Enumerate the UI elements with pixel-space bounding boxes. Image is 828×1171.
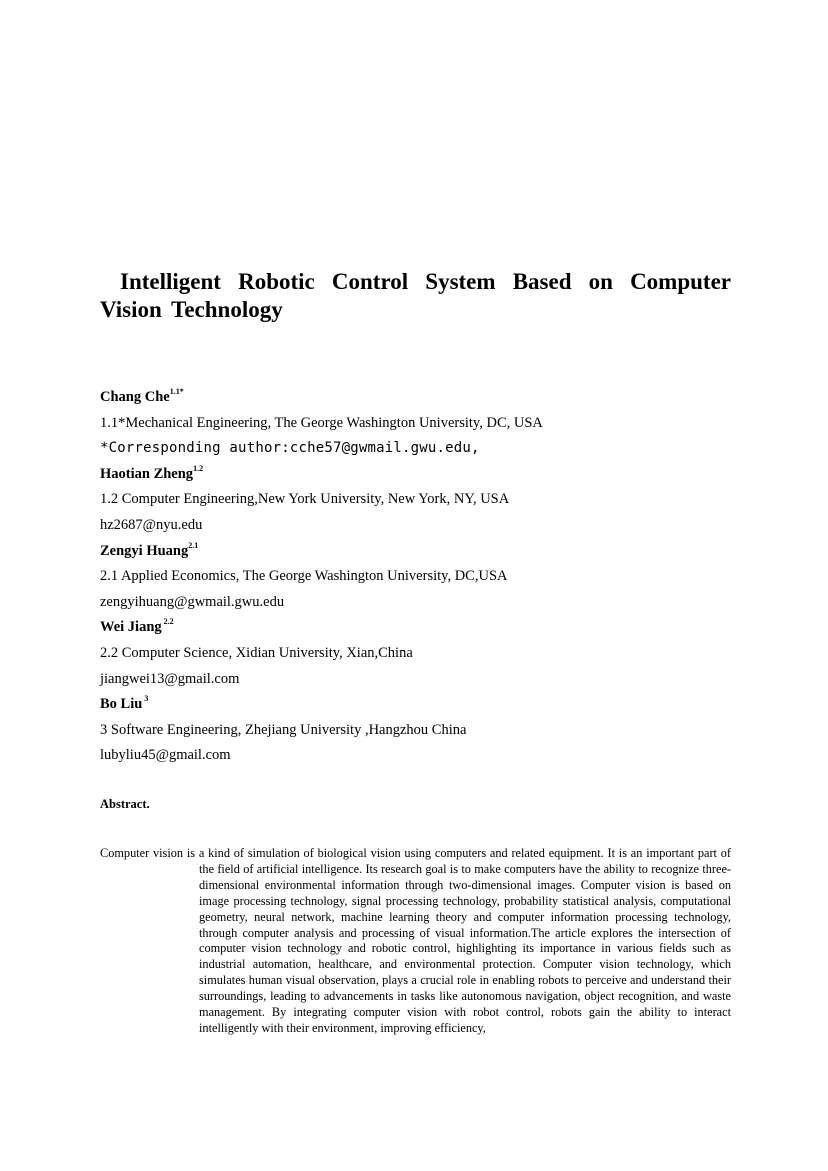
author-block <box>100 385 740 769</box>
abstract-body <box>100 846 731 1037</box>
author-affiliation: 1.1*Mechanical Engineering, The George Washington University, DC, USA <box>100 414 543 431</box>
author-name: Haotian Zheng$^{1.2}$ <box>100 463 204 482</box>
author-name: Zengyi Huang$^{2.1}$ <box>100 540 199 559</box>
author-superscript: 1.2 <box>193 463 204 473</box>
author-email: hz2687@nyu.edu <box>100 516 203 533</box>
author-name: Wei Jiang $^{2.2}$ <box>100 617 174 636</box>
author-email: lubyliu45@gmail.com <box>100 747 231 764</box>
abstract-heading: Abstract. <box>100 797 150 811</box>
author-affiliation: 3 Software Engineering, Zhejiang University ,Hangzhou China <box>100 721 467 738</box>
author-superscript: 1.1* <box>169 387 184 396</box>
author-email: *Corresponding author:cche57@gwmail.gwu.edu, <box>100 440 480 457</box>
author-affiliation: 1.2 Computer Engineering,New York University, New York, NY, USA <box>100 491 510 508</box>
author-name: Chang Che$^{1.1*}$ <box>100 387 184 405</box>
author-name: Bo Liu $^3$ <box>100 694 149 713</box>
author-affiliation: 2.1 Applied Economics, The George Washington University, DC,USA <box>100 568 508 585</box>
author-email: jiangwei13@gmail.com <box>100 670 240 687</box>
author-email: zengyihuang@gwmail.gwu.edu <box>100 593 285 610</box>
author-superscript: 3 <box>142 694 149 704</box>
author-affiliation: 2.2 Computer Science, Xidian University, Xian,China <box>100 644 413 661</box>
paper-title: Intelligent Robotic Control System Based on Computer Vision Technology <box>100 269 731 322</box>
author-superscript: 2.1 <box>188 540 199 550</box>
author-superscript: 2.2 <box>161 617 174 627</box>
abstract-paragraph: Computer vision is a kind of simulation of biological vision using computers and related equipment. It is an important part of the field of artificial intelligence. Its research goal is to make computers have the ability to recognize three-dimensional environmental information through two-dimensional images. Computer vision is based on image processing technology, signal processing technology, probability statistical analysis, computational geometry, neural network, machine learning theory and computer information processing technology, through computer analysis and processing of visual information.The article explores the intersection of computer vision technology and robotic control, highlighting its importance in various fields such as industrial automation, healthcare, and environmental protection. Computer vision technology, which simulates human visual observation, plays a crucial role in enabling robots to perceive and understand their surroundings, leading to advancements in tasks like autonomous navigation, object recognition, and waste management. By integrating computer vision with robot control, robots gain the ability to interact intelligently with their environment, improving efficiency, <box>100 846 731 1035</box>
